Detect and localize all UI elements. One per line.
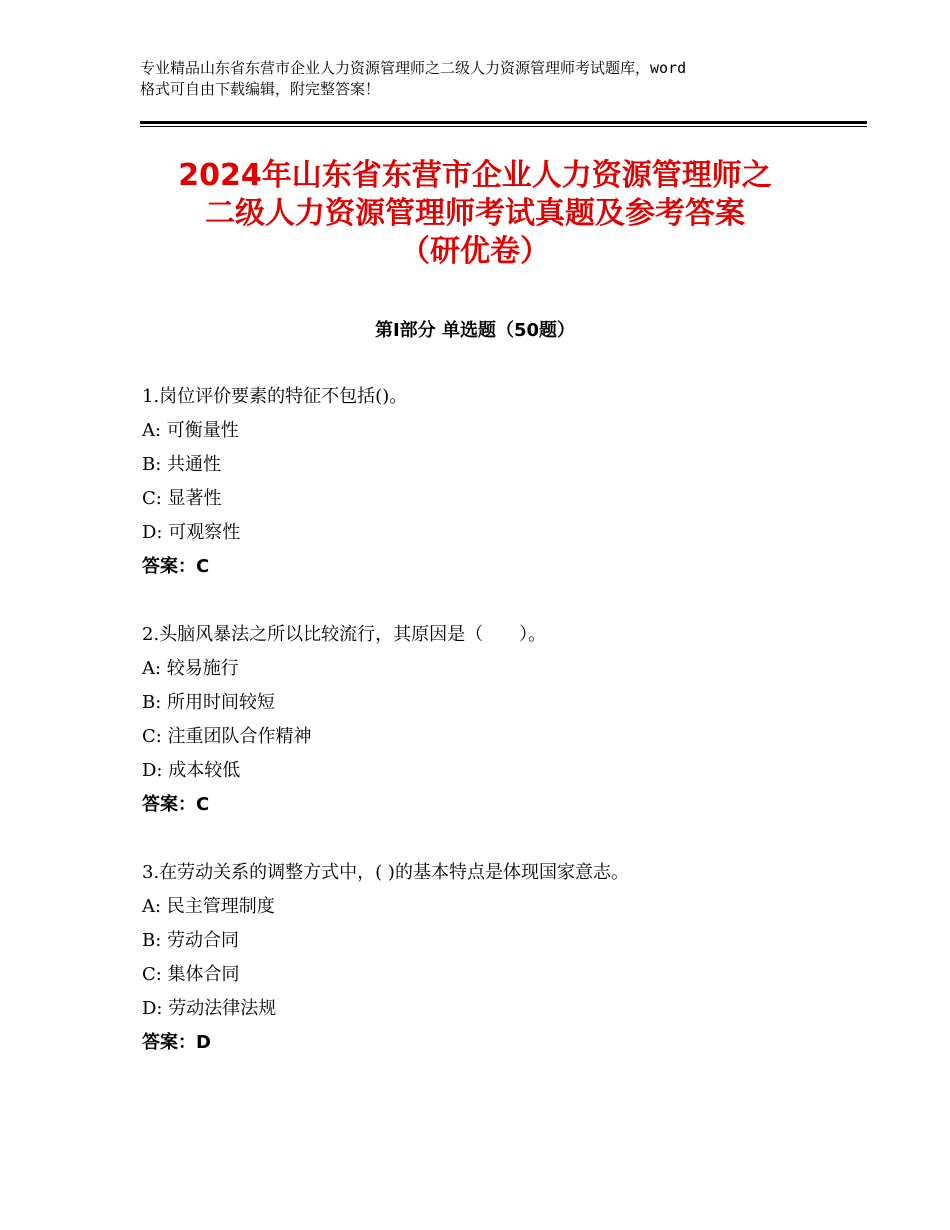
header-note	[140, 58, 830, 100]
header-divider-thick	[140, 121, 867, 124]
question-stem: 3.在劳动关系的调整方式中，( )的基本特点是体现国家意志。	[142, 862, 629, 883]
answer: 答案：C	[142, 794, 210, 815]
option-a: A: 较易施行	[142, 658, 239, 679]
option-d: D: 可观察性	[142, 522, 241, 543]
option-b: B: 所用时间较短	[142, 692, 276, 713]
header-divider-thin	[140, 126, 867, 127]
answer: 答案：C	[142, 556, 210, 577]
document-title-line-3: （研优卷）	[400, 234, 550, 269]
question-1	[142, 384, 842, 588]
question-2	[142, 622, 842, 826]
header-note-line-2: 格式可自由下载编辑，附完整答案！	[140, 80, 381, 98]
option-d: D: 劳动法律法规	[142, 998, 277, 1019]
question-list	[142, 384, 842, 1098]
option-c: C: 集体合同	[142, 964, 240, 985]
question-3	[142, 860, 842, 1064]
question-stem: 1.岗位评价要素的特征不包括()。	[142, 386, 408, 407]
option-a: A: 民主管理制度	[142, 896, 275, 917]
header-note-line-1: 专业精品山东省东营市企业人力资源管理师之二级人力资源管理师考试题库，word	[140, 59, 687, 77]
document-title	[100, 157, 850, 271]
document-title-line-2: 二级人力资源管理师考试真题及参考答案	[205, 196, 745, 231]
option-b: B: 共通性	[142, 454, 222, 475]
option-d: D: 成本较低	[142, 760, 241, 781]
answer: 答案：D	[142, 1032, 211, 1053]
option-a: A: 可衡量性	[142, 420, 239, 441]
question-stem: 2.头脑风暴法之所以比较流行，其原因是（ ）。	[142, 624, 547, 645]
option-c: C: 注重团队合作精神	[142, 726, 312, 747]
document-title-line-1: 2024年山东省东营市企业人力资源管理师之	[178, 158, 772, 193]
option-b: B: 劳动合同	[142, 930, 240, 951]
option-c: C: 显著性	[142, 488, 222, 509]
section-heading: 第Ⅰ部分 单选题（50题）	[374, 320, 575, 341]
